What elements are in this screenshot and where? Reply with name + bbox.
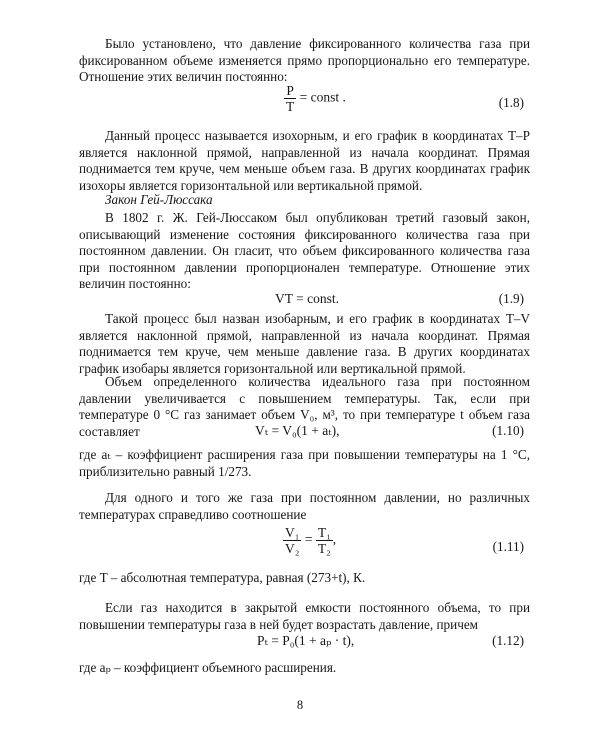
paragraph-absolute-temp: где T – абсолютная температура, равная (273+t), К. — [79, 570, 366, 585]
section-heading: Закон Гей-Люссака — [105, 192, 213, 207]
fraction-denominator: T₂ — [317, 541, 331, 556]
equation-number: (1.9) — [498, 291, 524, 306]
paragraph-volume: Объем определенного количества идеального газа при постоянном давлении увеличивается с повышением температуры. Так, если при температуре 0 °С газ занимает объем V₀, м³, то при температуре t объем газа составляет — [79, 374, 530, 439]
formula-1-10: Vₜ = V₀(1 + aₜ), — [255, 423, 340, 438]
formula-1-8 — [284, 83, 346, 114]
formula-1-11 — [283, 525, 336, 556]
paragraph-gay-lussac: В 1802 г. Ж. Гей-Люссаком был опубликован третий газовый закон, описывающий изменение состояния фиксированного количества газа при постоянном давлении. Он гласит, что объем фиксированного количества газа при постоянном давлении пропорционален температуре. Отношение этих величин постоянно: — [79, 210, 530, 292]
fraction-denominator: V₂ — [285, 541, 300, 556]
equation-number: (1.8) — [498, 95, 524, 110]
fraction-t1-over-t2 — [316, 525, 333, 556]
formula-1-12: Pₜ = P₀(1 + aₚ · t), — [257, 633, 355, 648]
fraction-denominator: T — [286, 99, 295, 114]
paragraph-intro: Было установлено, что давление фиксированного количества газа при фиксированном объеме изменяется прямо пропорционально его температуре. Отношение этих величин постоянно: — [79, 36, 530, 85]
equation-number: (1.12) — [492, 633, 524, 648]
formula-equals: = — [301, 531, 316, 547]
paragraph-isobaric: Такой процесс был назван изобарным, и его график в координатах T–V является наклонной прямой, направленной из начала координат. Прямая поднимается тем круче, чем меньше давление газа. В других координатах график изобары является горизонтальной или вертикальной прямой. — [79, 311, 530, 376]
formula-1-9: VT = const. — [275, 291, 339, 306]
equation-number: (1.11) — [492, 539, 524, 554]
fraction-numerator: P — [284, 83, 296, 99]
paragraph-closed-vessel: Если газ находится в закрытой емкости постоянного объема, то при повышении температуры газа в ней будет возрастать давление, причем — [79, 600, 530, 632]
fraction-numerator: V₁ — [285, 525, 300, 540]
paragraph-isochoric: Данный процесс называется изохорным, и его график в координатах T–P является наклонной прямой, направленной из начала координат. Прямая поднимается тем круче, чем меньше объем газа. В других координатах график изохоры является горизонтальной или вертикальной прямой. — [79, 128, 530, 193]
paragraph-volume-coefficient: где aₚ – коэффициент объемного расширения. — [79, 660, 337, 675]
formula-tail: , — [332, 531, 337, 547]
fraction-p-over-t — [284, 83, 296, 114]
paragraph-coefficient: где aₜ – коэффициент расширения газа при повышении температуры на 1 °С, приблизительно равный 1/273. — [79, 447, 530, 479]
fraction-numerator: T₁ — [317, 525, 331, 540]
equation-number: (1.10) — [492, 423, 524, 438]
fraction-v1-over-v2 — [283, 525, 301, 556]
paragraph-same-gas: Для одного и того же газа при постоянном давлении, но различных температурах справедливо соотношение — [79, 490, 530, 522]
formula-rest: = const . — [296, 89, 346, 105]
page-number: 8 — [296, 698, 304, 712]
